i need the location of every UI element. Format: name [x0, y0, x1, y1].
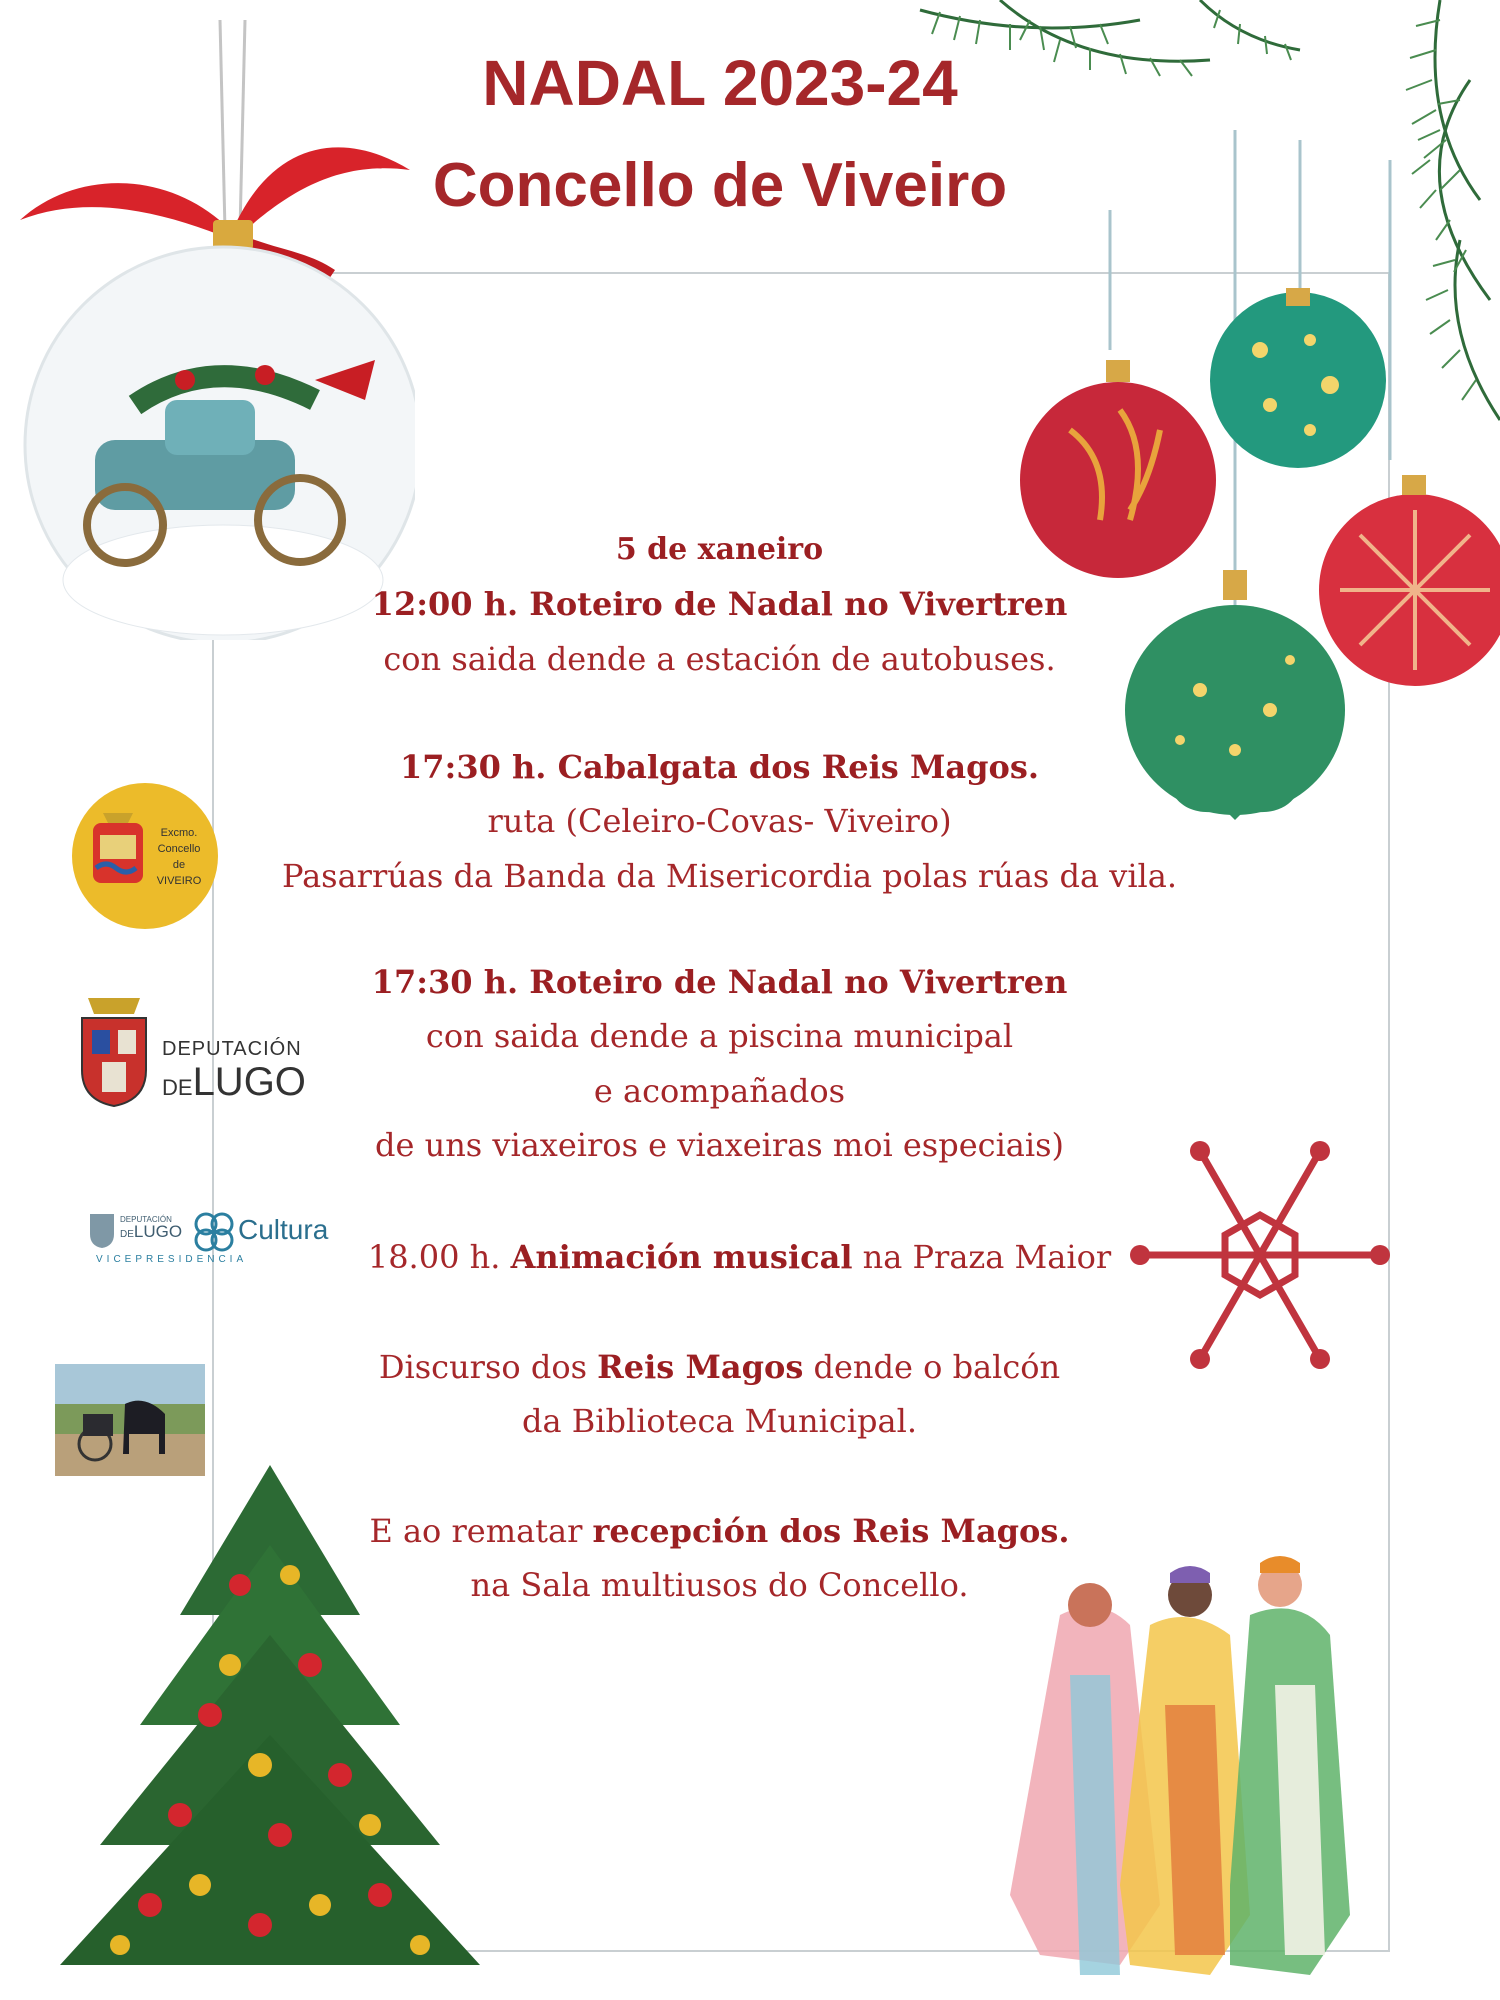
- event-desc: con saida dende a estación de autobuses.: [383, 640, 1056, 678]
- event-desc: da Biblioteca Municipal.: [521, 1402, 917, 1440]
- event-desc: e acompañados: [593, 1072, 846, 1110]
- event-line: [212, 1512, 1227, 1550]
- coat-of-arms-icon: [88, 1208, 116, 1248]
- event-desc: na Sala multiusos do Concello.: [470, 1566, 969, 1604]
- logo-text: Excmo.: [160, 827, 198, 839]
- logo-text: LUGO: [133, 1222, 183, 1241]
- event-title: 17:30 h. Cabalgata dos Reis Magos.: [400, 748, 1039, 786]
- cultura-icon: [192, 1210, 236, 1254]
- logo-text: VICEPRESIDENCIA: [96, 1254, 248, 1265]
- event-desc: Discurso dos: [378, 1348, 587, 1386]
- coat-of-arms-icon: [78, 990, 150, 1108]
- event-desc: de uns viaxeiros e viaxeiras moi especiais): [374, 1126, 1065, 1164]
- event-desc: ruta (Celeiro-Covas- Viveiro): [487, 802, 952, 840]
- logo-text: LUGO: [192, 1060, 306, 1104]
- event-desc: Pasarrúas da Banda da Misericordia polas rúas da vila.: [281, 857, 1178, 895]
- concello-viveiro-logo: [72, 783, 218, 929]
- event-desc: E ao rematar: [369, 1512, 583, 1550]
- page-title: NADAL 2023-24: [482, 47, 958, 119]
- logo-text: DEPUTACIÓN: [120, 1215, 172, 1224]
- logo-text: DE: [120, 1229, 134, 1240]
- logo-text: de: [172, 859, 186, 871]
- event-highlight: Reis Magos: [597, 1348, 804, 1386]
- event-line: [212, 1348, 1227, 1386]
- event-highlight: Animación musical: [510, 1238, 853, 1276]
- three-kings-icon: [990, 1555, 1390, 1995]
- event-desc: na Praza Maior: [862, 1238, 1112, 1276]
- event-time: 18.00 h.: [367, 1238, 501, 1276]
- event-date: 5 de xaneiro: [615, 532, 824, 567]
- logo-text: Cultura: [238, 1214, 329, 1245]
- logo-text: DE: [162, 1075, 193, 1100]
- event-desc: con saida dende a piscina municipal: [425, 1017, 1014, 1055]
- logo-text: DEPUTACIÓN: [162, 1038, 302, 1060]
- event-highlight: recepción dos Reis Magos.: [592, 1512, 1070, 1550]
- event-desc: dende o balcón: [813, 1348, 1061, 1386]
- logo-text: Concello: [157, 843, 201, 855]
- logo-text: VIVEIRO: [156, 875, 202, 887]
- coat-of-arms-icon: [88, 813, 148, 893]
- event-title: 17:30 h. Roteiro de Nadal no Vivertren: [371, 963, 1068, 1001]
- bauble-icon: [1010, 130, 1500, 830]
- event-title: 12:00 h. Roteiro de Nadal no Vivertren: [371, 585, 1068, 623]
- event-line: [232, 1238, 1247, 1276]
- carriage-photo: [55, 1364, 205, 1476]
- page-subtitle: Concello de Viveiro: [432, 151, 1008, 220]
